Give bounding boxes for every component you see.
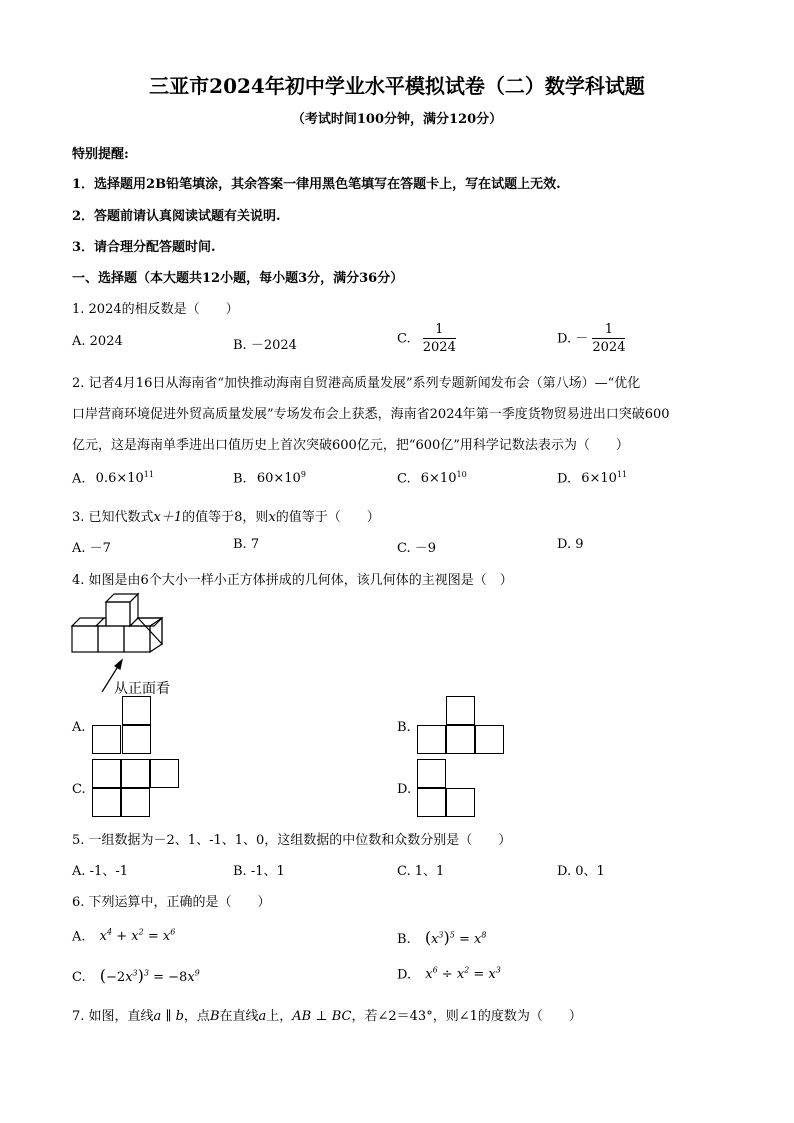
fraction-denominator: 2024 <box>422 340 456 355</box>
q1-option-d-label: D. <box>557 331 572 347</box>
stem-symbol: ⊥ <box>311 1009 332 1024</box>
section-heading: 一、选择题（本大题共12小题，每小题3分，满分36分） <box>72 271 404 286</box>
q5-option-c: C. 1、1 <box>397 864 445 879</box>
stem-variable: AB <box>292 1009 312 1024</box>
square <box>417 725 446 754</box>
q2-option-a <box>72 470 154 486</box>
option-base: 0.6×10 <box>95 471 144 487</box>
stem-text: ，若∠2＝43°，则∠1的度数为（ ） <box>351 1009 582 1024</box>
square <box>121 788 150 817</box>
stem-text: 7. 如图，直线 <box>72 1009 154 1024</box>
option-base: 60×10 <box>256 471 301 487</box>
q4-option-b-label: B. <box>397 720 411 735</box>
q2-stem-line3: 亿元，这是海南单季进出口值历史上首次突破600亿元，把“600亿”用科学记数法表示为（ ） <box>72 438 629 453</box>
q6-option-d <box>397 966 501 982</box>
q6-option-d-expression: $x^6 \div x^2 = x^3$ <box>425 966 501 983</box>
option-base: 6×10 <box>420 471 457 487</box>
fraction-denominator: 2024 <box>592 340 626 355</box>
q2-stem-line2: 口岸营商环境促进外贸高质量发展”专场发布会上获悉，海南省2024年第一季度货物贸易进出口突破600 <box>72 407 670 422</box>
q4-option-c-label: C. <box>72 782 86 797</box>
square <box>122 696 151 725</box>
square <box>417 759 446 788</box>
option-label: C. <box>72 970 86 985</box>
square <box>150 759 179 788</box>
stem-variable: a <box>153 1009 162 1024</box>
stem-text: ，点 <box>183 1009 210 1024</box>
stem-variable: BC <box>331 1009 352 1024</box>
q5-option-a: A. -1、-1 <box>72 864 128 879</box>
q4-stem: 4. 如图是由6个大小一样小正方体拼成的几何体，该几何体的主视图是（ ） <box>72 573 513 588</box>
cube-front-face <box>98 626 124 652</box>
q6-option-b <box>397 928 486 947</box>
square <box>92 759 121 788</box>
stem-text: 在直线 <box>219 1009 259 1024</box>
q5-option-b: B. -1、1 <box>233 864 285 879</box>
notice-item-2: 2．答题前请认真阅读试题有关说明. <box>72 209 281 224</box>
cube-top-face <box>96 618 106 626</box>
square <box>122 725 151 754</box>
stem-variable: b <box>175 1009 184 1024</box>
cube-top-face <box>130 618 162 626</box>
q4-view-caption: 从正面看 <box>114 681 170 697</box>
q1-option-d-fraction <box>592 322 625 356</box>
q5-option-d: D. 0、1 <box>557 864 605 879</box>
q1-option-a: A. 2024 <box>72 334 123 349</box>
q1-option-d-sign: － <box>575 331 589 347</box>
q3-option-c: C. －9 <box>397 541 437 556</box>
top-cube-front-face <box>106 602 130 626</box>
square <box>446 725 475 754</box>
notice-item-1: 1．选择题用2B铅笔填涂，其余答案一律用黑色笔填写在答题卡上，写在试题上无效. <box>72 177 561 192</box>
fraction-numerator: 1 <box>423 322 456 339</box>
q2-stem-line1: 2. 记者4月16日从海南省“加快推动海南自贸港高质量发展”系列专题新闻发布会（第八场）—“优化 <box>72 376 641 391</box>
option-exponent: 11 <box>143 470 154 479</box>
q1-option-c-label: C. <box>397 331 411 347</box>
option-label: C. <box>397 471 411 487</box>
cube-front-face <box>72 626 98 652</box>
q2-option-b <box>233 470 306 486</box>
q5-stem: 5. 一组数据为－2、1、-1、1、0，这组数据的中位数和众数分别是（ ） <box>72 833 512 848</box>
option-label: D. <box>397 967 412 983</box>
q4-option-d-label: D. <box>397 782 412 797</box>
stem-text: 的值等于（ ） <box>275 510 380 525</box>
square <box>417 788 446 817</box>
q6-option-a-expression: $x^4 + x^2 = x^6$ <box>99 928 176 945</box>
q2-option-d <box>557 470 627 486</box>
square <box>92 725 121 754</box>
stem-variable: B <box>209 1009 220 1024</box>
view-arrow-head <box>115 660 122 669</box>
square <box>446 696 475 725</box>
stem-variable: x <box>268 510 276 525</box>
q1-option-c <box>397 322 456 356</box>
square <box>446 788 475 817</box>
q6-option-a <box>72 928 175 944</box>
square <box>475 725 504 754</box>
q1-option-d <box>557 322 625 356</box>
stem-symbol: ∥ <box>161 1009 176 1024</box>
option-exponent: 10 <box>456 470 467 479</box>
stem-text: 上， <box>266 1009 293 1024</box>
option-label: A. <box>72 471 86 487</box>
notice-heading: 特别提醒: <box>72 147 129 162</box>
stem-text: 的值等于8，则 <box>182 510 269 525</box>
option-exponent: 9 <box>300 470 306 479</box>
q3-option-d: D. 9 <box>557 537 584 552</box>
q2-option-c <box>397 470 467 486</box>
page-subtitle: （考试时间100分钟，满分120分） <box>291 112 503 127</box>
q1-option-c-fraction <box>423 322 456 356</box>
q6-option-b-expression: $(x^3)^5 = x^8$ <box>424 928 487 947</box>
cube-side-face <box>150 618 162 652</box>
q6-option-c <box>72 966 200 985</box>
fraction-numerator: 1 <box>592 322 625 339</box>
option-label: D. <box>557 471 572 487</box>
stem-variable: a <box>258 1009 267 1024</box>
option-label: A. <box>72 929 86 945</box>
q3-option-b: B. 7 <box>233 537 260 552</box>
stem-expression: x＋1 <box>153 510 183 525</box>
square <box>121 759 150 788</box>
q4-option-a-label: A. <box>72 720 86 735</box>
square <box>92 788 121 817</box>
cube-front-face <box>124 626 150 652</box>
q6-option-c-expression: $(-2x^3)^3 = -8x^9$ <box>99 966 200 985</box>
q1-option-b: B. －2024 <box>233 338 297 353</box>
option-label: B. <box>233 471 247 487</box>
q6-stem: 6. 下列运算中，正确的是（ ） <box>72 895 271 910</box>
q7-stem <box>72 1005 582 1024</box>
q3-stem <box>72 506 380 525</box>
notice-item-3: 3．请合理分配答题时间. <box>72 240 216 255</box>
option-label: B. <box>397 932 411 947</box>
page-title: 三亚市2024年初中学业水平模拟试卷（二）数学科试题 <box>149 74 645 98</box>
q3-option-a: A. －7 <box>72 541 111 556</box>
q1-stem: 1. 2024的相反数是（ ） <box>72 302 239 317</box>
option-exponent: 11 <box>616 470 628 479</box>
option-base: 6×10 <box>581 471 617 487</box>
stem-text: 3. 已知代数式 <box>72 510 154 525</box>
